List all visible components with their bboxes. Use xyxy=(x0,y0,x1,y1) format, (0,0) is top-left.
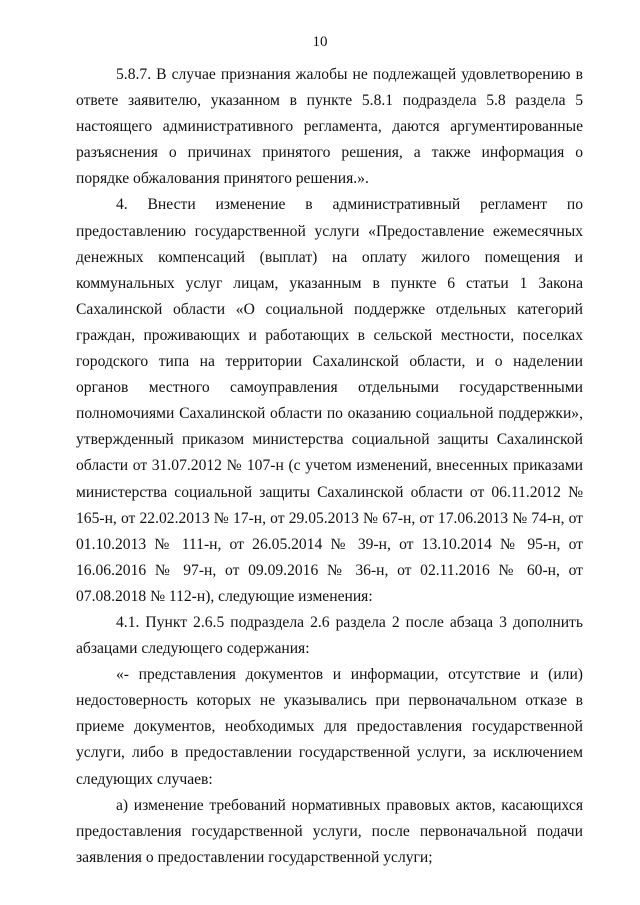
paragraph-item-4-1: 4.1. Пункт 2.6.5 подраздела 2.6 раздела 2 после абзаца 3 дополнить абзацами следующего содержания: xyxy=(76,613,583,658)
paragraph-subitem-a: а) изменение требований нормативных правовых актов, касающихся предоставления государственной услуги, после первоначальной подачи заявления о предоставлении государственной услуги; xyxy=(76,796,583,866)
paragraph-5-8-7: 5.8.7. В случае признания жалобы не подлежащей удовлетворению в ответе заявителю, указанном в пункте 5.8.1 подраздела 5.8 раздела 5 настоящего административного регламента, даются аргументированные разъяснения о причинах принятого решения, а также информация о порядке обжалования принятого решения.». xyxy=(76,66,583,188)
paragraph-quoted-addition: «- представления документов и информации, отсутствие и (или) недостоверность которых не указывались при первоначальном отказе в приеме документов, необходимых для предоставления государственной услуги, либо в предоставлении государственной услуги, за исключением следующих случаев: xyxy=(76,666,583,788)
paragraph-item-4: 4. Внести изменение в административный регламент по предоставлению государственной услуги «Предоставление ежемесячных денежных компенсаций (выплат) на оплату жилого помещения и коммунальных услуг лицам, указанным в пункте 6 статьи 1 Закона Сахалинской области «О социальной поддержке отдельных категорий граждан, проживающих и работающих в сельской местности, поселках городского типа на территории Сахалинской области, и о наделении органов местного самоуправления отдельными государственными полномочиями Сахалинской области по оказанию социальной поддержки», утвержденный приказом министерства социальной защиты Сахалинской области от 31.07.2012 № 107-н (с учетом изменений, внесенных приказами министерства социальной защиты Сахалинской области от 06.11.2012 № 165-н, от 22.02.2013 № 17-н, от 29.05.2013 № 67-н, от 17.06.2013 № 74-н, от 01.10.2013 № 111-н, от 26.05.2014 № 39-н, от 13.10.2014 № 95-н, от 16.06.2016 № 97-н, от 09.09.2016 № 36-н, от 02.11.2016 № 60-н, от 07.08.2018 № 112-н), следующие изменения: xyxy=(76,196,583,605)
document-body xyxy=(76,62,583,871)
page-number: 10 xyxy=(312,34,328,50)
